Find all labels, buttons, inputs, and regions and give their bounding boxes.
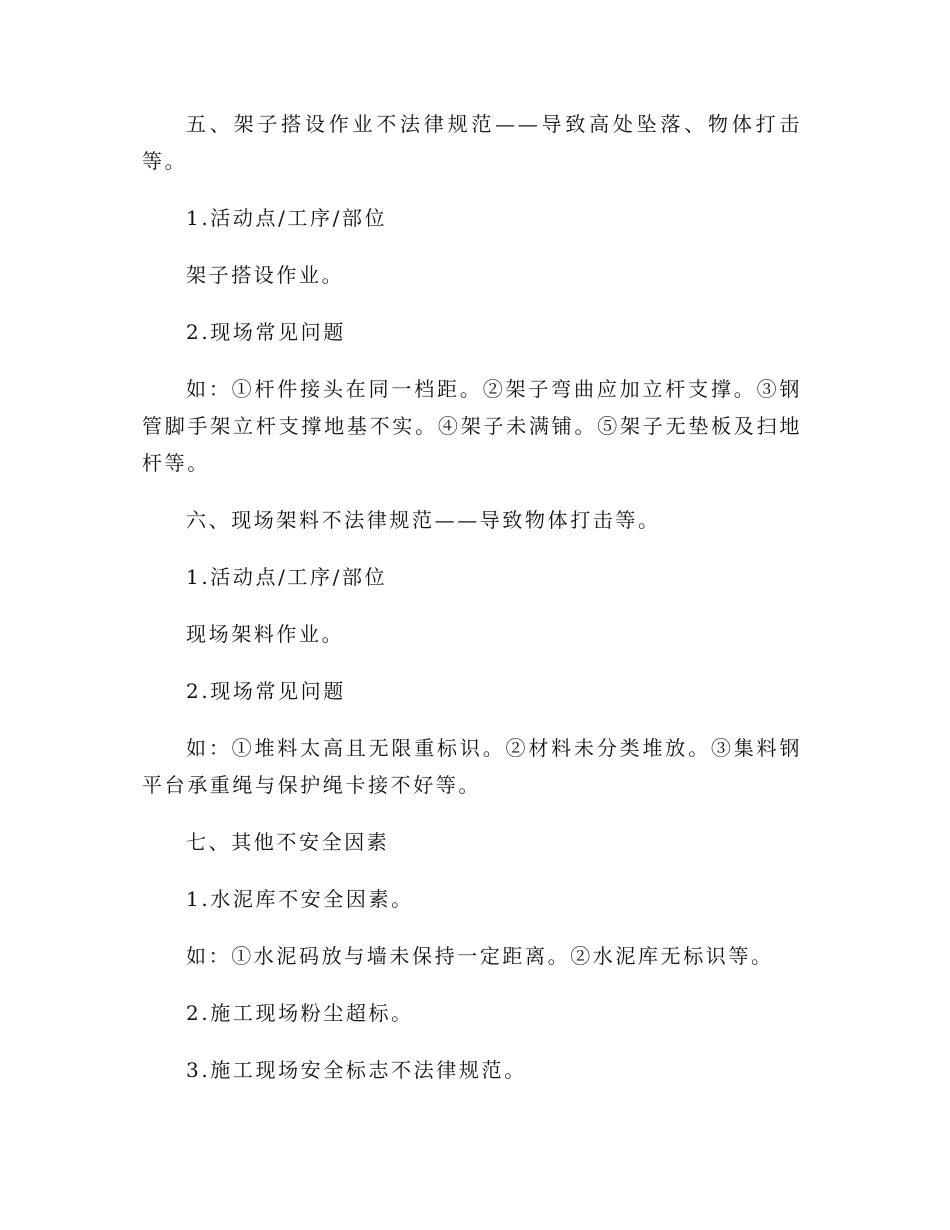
subheading-activity-point: 1.活动点/工序/部位: [186, 565, 388, 589]
paragraph-text: 如：①堆料太高且无限重标识。②材料未分类堆放。③集料钢平台承重绳与保护绳卡接不好等。: [142, 736, 802, 797]
subheading-common-problems: 2.现场常见问题: [186, 320, 346, 344]
subheading-common-problems: 2.现场常见问题: [186, 679, 346, 703]
list-item: 2.施工现场粉尘超标。: [186, 1001, 414, 1025]
paragraph-text: 架子搭设作业。: [186, 263, 345, 287]
list-item: 3.施工现场安全标志不法律规范。: [186, 1058, 527, 1082]
section-heading-7: 七、其他不安全因素: [186, 830, 390, 854]
paragraph-text: 如：①杆件接头在同一档距。②架子弯曲应加立杆支撑。③钢管脚手架立杆支撑地基不实。④架子未满铺。⑤架子无垫板及扫地杆等。: [142, 377, 802, 475]
document-body: [142, 106, 802, 1109]
subheading-activity-point: 1.活动点/工序/部位: [186, 206, 388, 230]
section-heading-5: 五、架子搭设作业不法律规范——导致高处坠落、物体打击等。: [142, 112, 802, 173]
paragraph-text: 现场架料作业。: [186, 622, 345, 646]
list-item: 1.水泥库不安全因素。: [186, 887, 414, 911]
section-heading-6: 六、现场架料不法律规范——导致物体打击等。: [186, 508, 661, 532]
paragraph-text: 如：①水泥码放与墙未保持一定距离。②水泥库无标识等。: [186, 944, 774, 968]
